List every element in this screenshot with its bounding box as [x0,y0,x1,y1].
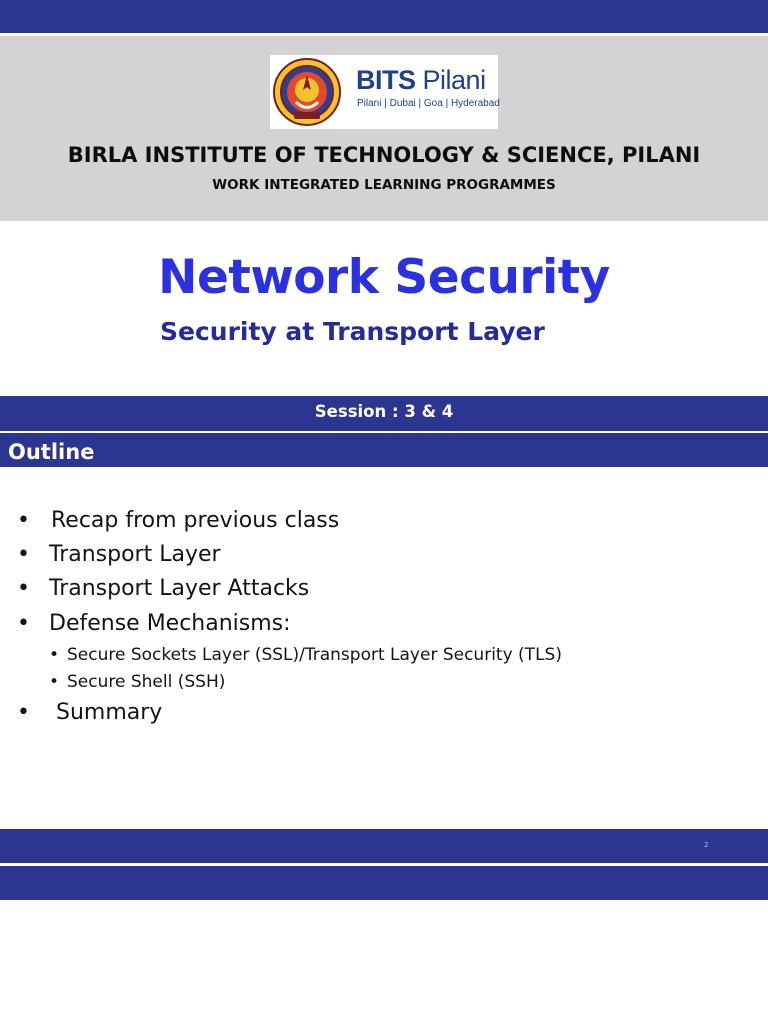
footer-band-lower [0,866,768,900]
bullet-icon: • [17,576,30,601]
institute-seal-icon [272,57,342,127]
page-number: 2 [704,841,709,849]
outline-item-text: Transport Layer [49,542,221,567]
bullet-icon: • [17,542,30,567]
outline-item-text: Recap from previous class [51,508,340,533]
bullet-icon: • [17,611,30,636]
top-band [0,0,768,33]
session-label: Session : 3 & 4 [314,402,454,421]
slide-title: Network Security [158,250,610,305]
slide-subtitle: Security at Transport Layer [160,317,545,346]
footer-band [0,829,768,863]
outline-subitem-text: Secure Sockets Layer (SSL)/Transport Layer Security (TLS) [67,645,562,665]
outline-bar [0,433,768,467]
logo-campuses: Pilani | Dubai | Goa | Hyderabad [357,98,500,109]
outline-subitem-text: Secure Shell (SSH) [67,672,226,692]
programme-name: WORK INTEGRATED LEARNING PROGRAMMES [212,177,556,193]
institute-name: BIRLA INSTITUTE OF TECHNOLOGY & SCIENCE, PILANI [67,143,701,167]
bullet-icon: • [49,672,60,692]
bullet-icon: • [17,508,30,533]
outline-item-text: Defense Mechanisms: [49,611,291,636]
bullet-icon: • [17,700,30,725]
outline-item-text: Transport Layer Attacks [49,576,310,601]
bullet-icon: • [49,645,60,665]
outline-heading: Outline [8,440,95,464]
outline-item-text: Summary [56,700,163,725]
logo-wordmark: BITS Pilani [356,65,486,95]
bits-pilani-logo [270,55,498,129]
